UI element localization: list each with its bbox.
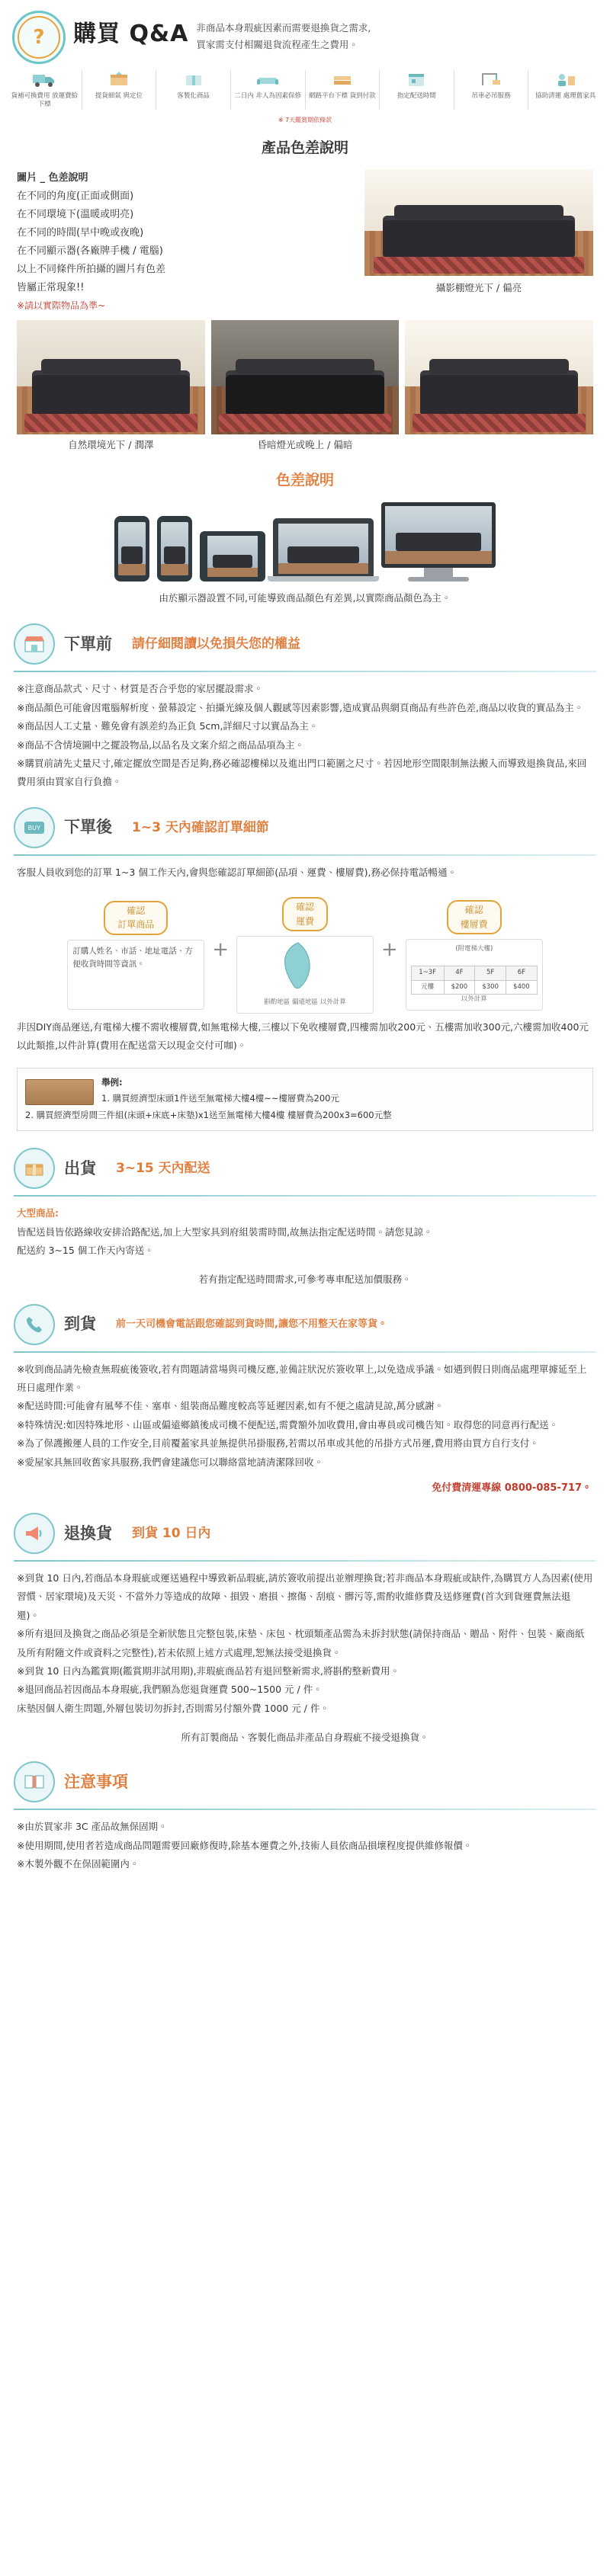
arrival-item: ※收到商品請先檢查無瑕疵後簽收,若有問題請當場與司機反應,並備註狀況於簽收單上,以免造成爭議。如遇到假日則商品處理單據延至上班日處理作業。	[17, 1363, 587, 1394]
qa-badge-icon: ?	[12, 11, 66, 64]
before-order-header	[14, 616, 596, 669]
returns-item: ※所有退回及換貨之商品必須是全新狀態且完整包裝,床墊、床包、枕頭類產品需為未拆封狀態(請保持商品、贈品、附件、包裝、廠商紙及所有附隨文件或資料之完整性),若未依照上述方式處理,恕無法接受退換貨。	[17, 1628, 585, 1658]
section-shipping	[0, 1140, 610, 1296]
table-row	[411, 966, 537, 980]
returns-subheading: 到貨 10 日內	[132, 1525, 211, 1541]
arrival-item: ※愛屋家具無回收舊家具服務,我們會建議您可以聯絡當地請清潔隊回收。	[17, 1456, 323, 1468]
table-cell: $200	[444, 980, 475, 995]
tablet-device-icon	[200, 531, 265, 582]
appointment-icon	[403, 70, 429, 90]
shipping-body	[14, 1204, 596, 1267]
notice-item: ※使用期間,使用者若造成商品問題需要回廠修復時,除基本運費之外,技術人員依商品損壞程度提供維修報價。	[17, 1839, 473, 1851]
example-title: 舉例:	[101, 1076, 123, 1088]
color-info-line: 在不同的時間(早中晚或夜晚)	[17, 226, 144, 239]
shipping-line: 皆配送員皆依路線收安排洽路配送,加上大型家具到府組裝需時間,故無法指定配送時間。請您見諒。	[17, 1226, 433, 1238]
header-icon-cell	[528, 70, 602, 110]
before-order-item: ※商品顏色可能會因電腦解析度、螢幕設定、拍攝光線及個人觀感等因素影響,造成實品與網頁商品有些許色差,商品以收貨的實品為主。	[17, 701, 584, 713]
divider	[14, 1195, 596, 1197]
laptop-device-icon	[273, 518, 374, 582]
phone-icon	[14, 1304, 55, 1345]
step-panel	[236, 936, 374, 1014]
assembly-icon	[553, 70, 579, 90]
before-order-subheading: 請仔細閱讀以免損失您的權益	[132, 636, 300, 652]
header-icon-cell	[454, 70, 529, 110]
example-item: 2. 購買經濟型房間三件組(床頭+床底+床墊)x1送至無電梯大樓4樓 樓層費為200x3=600元整	[25, 1110, 392, 1121]
notice-body	[14, 1818, 596, 1881]
header-icon-strip	[0, 67, 610, 116]
photo-caption	[405, 437, 593, 452]
color-info-line: 在不同環境下(溫暖或明亮)	[17, 208, 134, 220]
table-cell: 1~3F	[411, 966, 444, 980]
header-footnote: ※ 7天鑑賞期依條款	[278, 116, 332, 123]
notice-item: ※木製外觀不在保固範圍內。	[17, 1858, 140, 1870]
floor-fee-note: (附電梯大樓)	[455, 945, 493, 953]
shipping-line: 配送約 3~15 個工作天內寄送。	[17, 1244, 154, 1256]
page-header	[0, 0, 610, 67]
returns-item: ※退回商品若因商品本身瑕疵,我們願為您退貨運費 500~1500 元 / 件。	[17, 1684, 323, 1696]
photo-caption: 自然環境光下 / 潤澤	[68, 439, 154, 451]
before-order-heading: 下單前	[64, 635, 112, 654]
after-order-note: 非因DIY商品運送,有電梯大樓不需收樓層費,如無電梯大樓,三樓以下免收樓層費,四樓需加收200元、五樓需加收300元,六樓需加收400元以此類推,以件計算(費用在配送當天以現金交付可咖)。	[17, 1020, 589, 1052]
arrival-item: ※為了保護搬運人員的工作安全,目前覆蓋家具並無提供吊掛服務,若需以吊車或其他的吊掛方式吊運,費用將由買方自行支付。	[17, 1437, 539, 1450]
table-row	[411, 980, 537, 995]
step-confirm-floor-fee	[406, 900, 543, 1011]
photo-triple-row	[0, 319, 610, 434]
phone-device-icon	[114, 516, 149, 582]
floor-fee-table	[411, 966, 538, 995]
table-cell: 5F	[475, 966, 506, 980]
photo-dim-light	[211, 320, 400, 434]
header-icon-label: 客製化商品	[177, 92, 210, 100]
header-icon-label: 貨補可換費用 放運費給下標	[11, 92, 79, 109]
divider	[14, 671, 596, 672]
footer-spacer	[0, 1882, 610, 1889]
header-icon-cell	[380, 70, 454, 110]
step-panel	[406, 939, 543, 1010]
shipping-header	[14, 1140, 596, 1193]
sofa-exception-icon	[255, 70, 281, 90]
table-cell: 元樓	[411, 980, 444, 995]
color-info-note: ※請以實際物品為準~	[17, 300, 106, 312]
example-box	[17, 1068, 593, 1132]
section-after-order	[0, 799, 610, 1131]
svg-text:BUY: BUY	[27, 824, 41, 831]
header-subtitle	[196, 11, 371, 53]
divider	[14, 1351, 596, 1353]
before-order-item: ※商品不含情境圖中之擺設物品,以品名及文案介紹之商品品項為主。	[17, 739, 304, 751]
color-info-line: 以上不同條件所拍攝的圖片有色差	[17, 264, 166, 275]
after-order-heading: 下單後	[64, 818, 112, 837]
floor-fee-footer: 以外計算	[461, 995, 487, 1004]
returns-item: ※到貨 10 日內為鑑賞期(鑑賞期非試用期),非瑕疵商品若有退回整新需求,將斟酌整新費用。	[17, 1664, 400, 1677]
crane-icon	[478, 70, 504, 90]
header-subtitle-line2: 買家需支付相關退貨流程產生之費用。	[196, 38, 358, 50]
color-info-line: 在不同的角度(正面或側面)	[17, 190, 134, 202]
header-icon-label: 協助清運 處理舊家具	[535, 92, 596, 100]
megaphone-icon	[14, 1513, 55, 1554]
studio-photo-wrap	[364, 169, 593, 315]
returns-item: 床墊因個人衛生問題,外層包裝切勿拆封,否則需另付額外費 1000 元 / 件。	[17, 1702, 329, 1714]
devices-note: 由於顯示器設置不同,可能導致商品顏色有差異,以實際商品顏色為主。	[159, 592, 451, 604]
header-icon-label: 指定配送時間	[396, 92, 436, 100]
header-icon-label: 網路平台下標 貨到付款	[308, 92, 376, 100]
photo-extra	[405, 320, 593, 434]
arrival-heading: 到貨	[64, 1315, 96, 1334]
package-icon	[14, 1148, 55, 1189]
pack-box-icon	[181, 70, 207, 90]
color-info-row	[0, 166, 610, 319]
photo-triple-captions	[0, 434, 610, 461]
after-order-intro: 客服人員收到您的訂單 1~3 個工作天內,會與您確認訂單細節(品項、運費、樓層費),務必保持電話暢通。	[17, 866, 458, 878]
studio-photo-caption: 攝影棚燈光下 / 偏亮	[435, 281, 522, 293]
store-icon	[14, 623, 55, 665]
shipping-label: 大型商品:	[17, 1207, 59, 1219]
arrival-header	[14, 1296, 596, 1350]
table-cell: 4F	[444, 966, 475, 980]
shipping-subheading: 3~15 天內配送	[116, 1160, 210, 1176]
delivery-truck-icon	[31, 70, 57, 90]
returns-heading: 退換貨	[64, 1523, 112, 1543]
step-chip-line1: 確認	[295, 902, 314, 913]
step-confirm-shipping	[236, 897, 374, 1014]
studio-photo	[364, 169, 593, 276]
shipping-heading: 出貨	[64, 1158, 96, 1177]
photo-natural-light	[17, 320, 205, 434]
step-chip-line1: 確認	[464, 905, 483, 916]
header-icon-label: 吊車必吊服務	[471, 92, 511, 100]
step-chip-line1: 確認	[127, 905, 146, 916]
arrival-body	[14, 1360, 596, 1479]
section-notice	[0, 1754, 610, 1881]
before-order-item: ※商品因人工丈量、難免會有誤差約為正負 5cm,詳細尺寸以實品為主。	[17, 720, 319, 732]
step-confirm-items	[67, 901, 204, 1010]
header-icon-label: 提貨細氣 與定位	[95, 92, 143, 100]
arrival-subheading: 前一天司機會電話跟您確認到貨時間,讓您不用整天在家等貨。	[116, 1318, 387, 1330]
shipping-footer: 若有指定配送時間需求,可參考專車配送加價服務。	[198, 1274, 412, 1286]
returns-item: ※到貨 10 日內,若商品本身瑕疵或運送過程中導致新品瑕疵,請於簽收前提出並辦理換貨;若非商品本身瑕疵或缺件,為購買方人為因素(使用習慣、居家環境)及天災、不當外力等造成的故障、損毀、磨損、擦傷、刮痕、髒污等,需酌收維修費及送修運費(首次到貨運費無法退還)。	[17, 1572, 593, 1621]
header-subtitle-line1: 非商品本身瑕疵因素而需要退換貨之需求,	[196, 22, 371, 34]
section-returns	[0, 1505, 610, 1754]
color-info-lead: 圖片 _ 色差說明	[17, 171, 88, 184]
book-icon	[14, 1761, 55, 1802]
arrival-item: ※配送時間:可能會有風琴不佳、塞車、組裝商品難度較高等延遲因素,如有不便之處請見諒,萬分感謝。	[17, 1400, 445, 1412]
table-cell: 6F	[506, 966, 538, 980]
header-icon-cell	[8, 70, 82, 110]
step-chip	[282, 897, 328, 931]
returns-body	[14, 1569, 596, 1725]
taiwan-map-icon	[281, 941, 329, 998]
color-info-line: 在不同顯示器(各廠牌手機 / 電腦)	[17, 245, 163, 257]
photo-caption: 昏暗燈光或晚上 / 偏暗	[257, 439, 353, 451]
after-order-header	[14, 799, 596, 853]
monitor-device-icon	[381, 502, 496, 582]
divider	[14, 854, 596, 856]
color-section-subtitle: 色差說明	[275, 471, 334, 489]
arrival-item: ※特殊情況:如因特殊地形、山區或偏遠鄉鎮後成司機不便配送,需費額外加收費用,會由專員或司機告知。取得您的同意再行配送。	[17, 1418, 559, 1431]
table-cell: $400	[506, 980, 538, 995]
divider	[14, 1560, 596, 1562]
header-icon-cell	[231, 70, 306, 110]
table-cell: $300	[475, 980, 506, 995]
step-chip	[447, 900, 502, 934]
header-icon-cell	[156, 70, 231, 110]
before-order-body	[14, 680, 596, 799]
section-arrival	[0, 1296, 610, 1505]
returns-footer: 所有訂製商品、客製化商品非產品自身瑕疵不接受退換貨。	[181, 1732, 429, 1744]
section-before-order	[0, 616, 610, 799]
color-info-text	[17, 169, 354, 315]
color-info-line: 皆屬正常現象!!	[17, 282, 85, 294]
notice-heading: 注意事項	[64, 1773, 128, 1792]
devices-row	[0, 498, 610, 585]
page-title: 購買 Q&A	[73, 21, 189, 47]
notice-header	[14, 1754, 596, 1807]
header-icon-cell	[82, 70, 157, 110]
step-chip-line2: 訂單商品	[117, 919, 155, 931]
header-icon-cell	[306, 70, 380, 110]
before-order-item: ※注意商品款式、尺寸、材質是否合乎您的家居擺設需求。	[17, 683, 263, 695]
notice-item: ※由於買家非 3C 產品故無保固期。	[17, 1821, 168, 1833]
divider	[14, 1809, 596, 1810]
step-chip-line2: 樓層費	[460, 918, 488, 930]
flat-pack-icon	[329, 70, 355, 90]
plus-sign-2: +	[381, 938, 398, 962]
step-panel-note: 斟酌地區 偏遠地區 以外計算	[264, 998, 346, 1007]
header-icon-label: 二日內 非人為因素保修	[234, 92, 302, 100]
step-chip-line2: 運費	[295, 915, 314, 927]
color-section-title: 產品色差說明	[261, 139, 348, 157]
after-order-subheading: 1~3 天內確認訂單細節	[132, 819, 269, 835]
bed-illustration	[25, 1079, 94, 1105]
example-item: 1. 購買經濟型床頭1件送至無電梯大樓4樓~~樓層費為200元	[101, 1093, 339, 1104]
step-panel: 訂購人姓名、市話、地址電話、方便收貨時間等資訊。	[67, 940, 204, 1010]
arrival-hotline: 免付費清運專線 0800-085-717。	[432, 1482, 592, 1494]
step-chip	[104, 901, 168, 935]
before-order-item: ※購買前請先丈量尺寸,確定擺放空間是否足夠,務必確認樓梯以及進出門口範圍之尺寸。若因地形空間限制無法搬入而導致退換貨品,來回費用須由買家自行負擔。	[17, 757, 587, 788]
buy-tag-icon	[14, 807, 55, 848]
phone-device-icon-2	[157, 516, 192, 582]
order-steps	[14, 889, 596, 1018]
plus-sign-1: +	[212, 938, 229, 962]
return-box-icon	[106, 70, 132, 90]
returns-header	[14, 1505, 596, 1559]
